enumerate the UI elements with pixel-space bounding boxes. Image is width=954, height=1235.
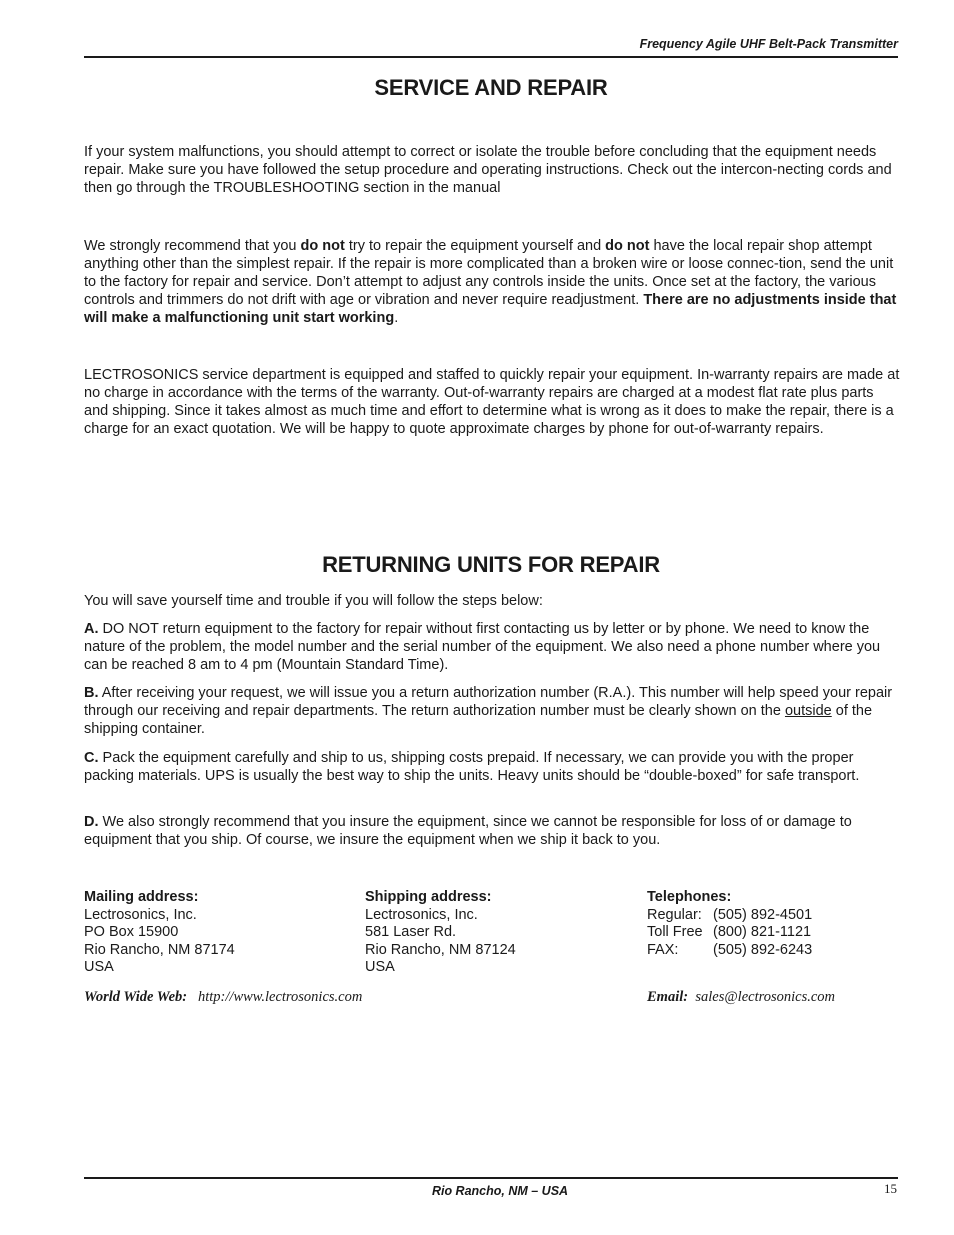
step-d: D. We also strongly recommend that you insure the equipment, since we cannot be responsible for loss of or damage to equipment that you ship. Of course, we insure the equipment when we ship it back to you. xyxy=(84,814,852,848)
shipping-line: Lectrosonics, Inc. xyxy=(365,906,478,923)
service-paragraph-1: If your system malfunctions, you should attempt to correct or isolate the trouble before concluding that the equipment needs repair. Make sure you have followed the setup procedure and operating instructions. Check out the intercon-necting cords and then go through the TROUBLESHOOTING section in the manual xyxy=(84,144,892,196)
telephone-number: (505) 892-4501 xyxy=(713,906,813,923)
telephone-number: (800) 821-1121 xyxy=(713,924,812,940)
telephone-label: Regular: xyxy=(647,906,702,923)
service-paragraph-2: We strongly recommend that you do not try to repair the equipment yourself and do not have the local repair shop attempt anything other than the simplest repair. If the repair is more complicated than a broken wire or loose connec-tion, send the unit to the factory for repair and service. Don’t attempt to adjust any controls inside the units. Once set at the factory, the various controls and trimmers do not drift with age or vibration and never require readjustment. There are no adjustments inside that will make a malfunctioning unit start working. xyxy=(84,238,897,326)
running-header: Frequency Agile UHF Belt-Pack Transmitter xyxy=(639,37,898,51)
mailing-address xyxy=(84,889,235,977)
website-link[interactable]: http://www.lectrosonics.com xyxy=(198,989,363,1005)
shipping-line: Rio Rancho, NM 87124 xyxy=(365,941,516,958)
step-a: A. DO NOT return equipment to the factory for repair without first contacting us by letter or by phone. We need to know the nature of the problem, the model number and the serial number of the equipment. We also need a phone number where you can be reached 8 am to 4 pm (Mountain Standard Time). xyxy=(84,621,881,673)
page-number: 15 xyxy=(884,1181,897,1196)
telephone-label: FAX: xyxy=(647,941,679,958)
telephone-number: (505) 892-6243 xyxy=(713,941,813,958)
email-link[interactable]: sales@lectrosonics.com xyxy=(695,989,835,1005)
mailing-line: USA xyxy=(84,959,114,975)
step-c: C. Pack the equipment carefully and ship to us, shipping costs prepaid. If necessary, we can provide you with the proper packing materials. UPS is usually the best way to ship the units. Heavy units should be “double-boxed” for safe transport. xyxy=(84,750,860,784)
email xyxy=(647,989,835,1006)
service-paragraph-3: LECTROSONICS service department is equipped and staffed to quickly repair your equipment. In-warranty repairs are made at no charge in accordance with the terms of the warranty. Out-of-warranty repairs are charged at a modest flat rate plus parts and shipping. Since it takes almost as much time and effort to determine what is wrong as it does to make the repair, there is a charge for an exact quotation. We will be happy to quote approximate charges by phone for out-of-warranty repairs. xyxy=(84,367,900,437)
returning-heading: RETURNING UNITS FOR REPAIR xyxy=(322,552,660,577)
shipping-line: USA xyxy=(365,959,395,975)
footer-rule xyxy=(84,1177,898,1179)
shipping-address xyxy=(365,889,516,977)
telephone-label: Toll Free xyxy=(647,924,703,940)
shipping-line: 581 Laser Rd. xyxy=(365,924,457,940)
footer-location: Rio Rancho, NM – USA xyxy=(431,1184,569,1198)
shipping-heading: Shipping address: xyxy=(365,889,492,905)
telephone-row xyxy=(647,907,812,925)
returning-intro: You will save yourself time and trouble if you will follow the steps below: xyxy=(84,593,543,609)
telephone-row xyxy=(647,924,812,942)
step-b: B. After receiving your request, we will issue you a return authorization number (R.A.). This number will help speed your repair through our receiving and repair departments. The return authorization number must be clearly shown on the outside of the shipping container. xyxy=(84,685,893,737)
service-heading: SERVICE AND REPAIR xyxy=(374,75,608,100)
mailing-line: PO Box 15900 xyxy=(84,924,179,940)
mailing-line: Lectrosonics, Inc. xyxy=(84,906,197,923)
website xyxy=(84,989,362,1006)
header-rule xyxy=(84,56,898,58)
mailing-line: Rio Rancho, NM 87174 xyxy=(84,941,235,958)
telephone-row xyxy=(647,942,812,960)
email-label: Email: xyxy=(647,989,689,1005)
website-label: World Wide Web: xyxy=(84,989,188,1005)
telephones-heading: Telephones: xyxy=(647,889,732,905)
telephones xyxy=(647,889,812,959)
mailing-heading: Mailing address: xyxy=(84,889,199,905)
